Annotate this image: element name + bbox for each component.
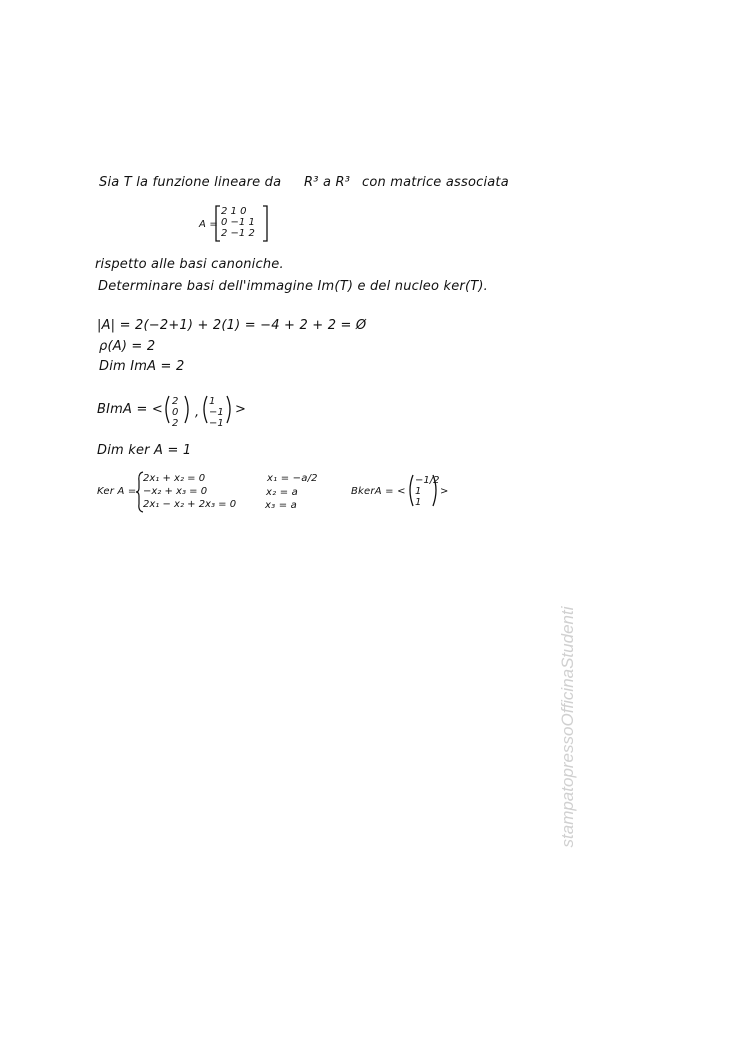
b-im-v2-right-paren xyxy=(225,395,233,425)
b-im-label: BImA = < xyxy=(97,402,163,417)
matrix-row-1: 2 1 0 xyxy=(221,206,247,217)
b-im-v1-entry-1: 2 xyxy=(172,396,179,407)
intro-text: Sia T la funzione lineare da xyxy=(99,175,282,190)
b-im-v1-right-paren xyxy=(183,395,191,425)
matrix-label: A = xyxy=(199,219,218,230)
system-eq-3: 2x₁ − x₂ + 2x₃ = 0 xyxy=(143,499,237,510)
determine-text: Determinare basi dell'immagine Im(T) e del nucleo ker(T). xyxy=(98,279,488,294)
matrix-right-bracket xyxy=(262,205,270,243)
b-im-v2-entry-1: 1 xyxy=(209,396,216,407)
b-ker-right-paren xyxy=(431,474,439,508)
b-im-v1-entry-2: 0 xyxy=(172,407,179,418)
dim-im-line: Dim ImA = 2 xyxy=(99,359,185,374)
b-ker-label: BkerA = < xyxy=(351,486,406,497)
ker-system xyxy=(143,472,236,511)
matrix-row-3: 2 −1 2 xyxy=(221,228,255,239)
matrix-a xyxy=(221,206,255,239)
matrix-row-2: 0 −1 1 xyxy=(221,217,255,228)
solution-x2: x₂ = a xyxy=(266,487,298,498)
b-im-v1-left-paren xyxy=(163,395,171,425)
intro-end-text: con matrice associata xyxy=(362,175,509,190)
determinant-line: |A| = 2(−2+1) + 2(1) = −4 + 2 + 2 = Ø xyxy=(97,318,367,333)
ker-label: Ker A = xyxy=(97,486,137,497)
solution-x1: x₁ = −a/2 xyxy=(267,473,318,484)
watermark: stampatopressoOfficinaStudenti xyxy=(558,606,577,848)
b-im-v1-entry-3: 2 xyxy=(172,418,179,429)
b-ker-entry-2: 1 xyxy=(415,486,422,497)
b-im-vector-1 xyxy=(172,396,178,429)
dim-ker-line: Dim ker A = 1 xyxy=(97,443,192,458)
b-im-vector-2 xyxy=(209,396,224,429)
intro-spaces: R³ a R³ xyxy=(304,175,351,190)
b-im-v2-entry-3: −1 xyxy=(209,418,224,429)
b-im-separator: , xyxy=(195,405,200,420)
b-ker-entry-3: 1 xyxy=(415,497,422,508)
b-ker-close: > xyxy=(440,486,449,497)
b-ker-entry-1: −1/2 xyxy=(415,475,440,486)
solution-x3: x₃ = a xyxy=(265,500,297,511)
system-eq-2: −x₂ + x₃ = 0 xyxy=(143,486,208,497)
b-im-v2-left-paren xyxy=(201,395,209,425)
system-eq-1: 2x₁ + x₂ = 0 xyxy=(143,473,206,484)
rank-line: ρ(A) = 2 xyxy=(99,339,156,354)
b-im-close: > xyxy=(235,402,247,417)
b-ker-left-paren xyxy=(407,474,415,508)
b-im-v2-entry-2: −1 xyxy=(209,407,224,418)
respect-text: rispetto alle basi canoniche. xyxy=(95,257,284,272)
